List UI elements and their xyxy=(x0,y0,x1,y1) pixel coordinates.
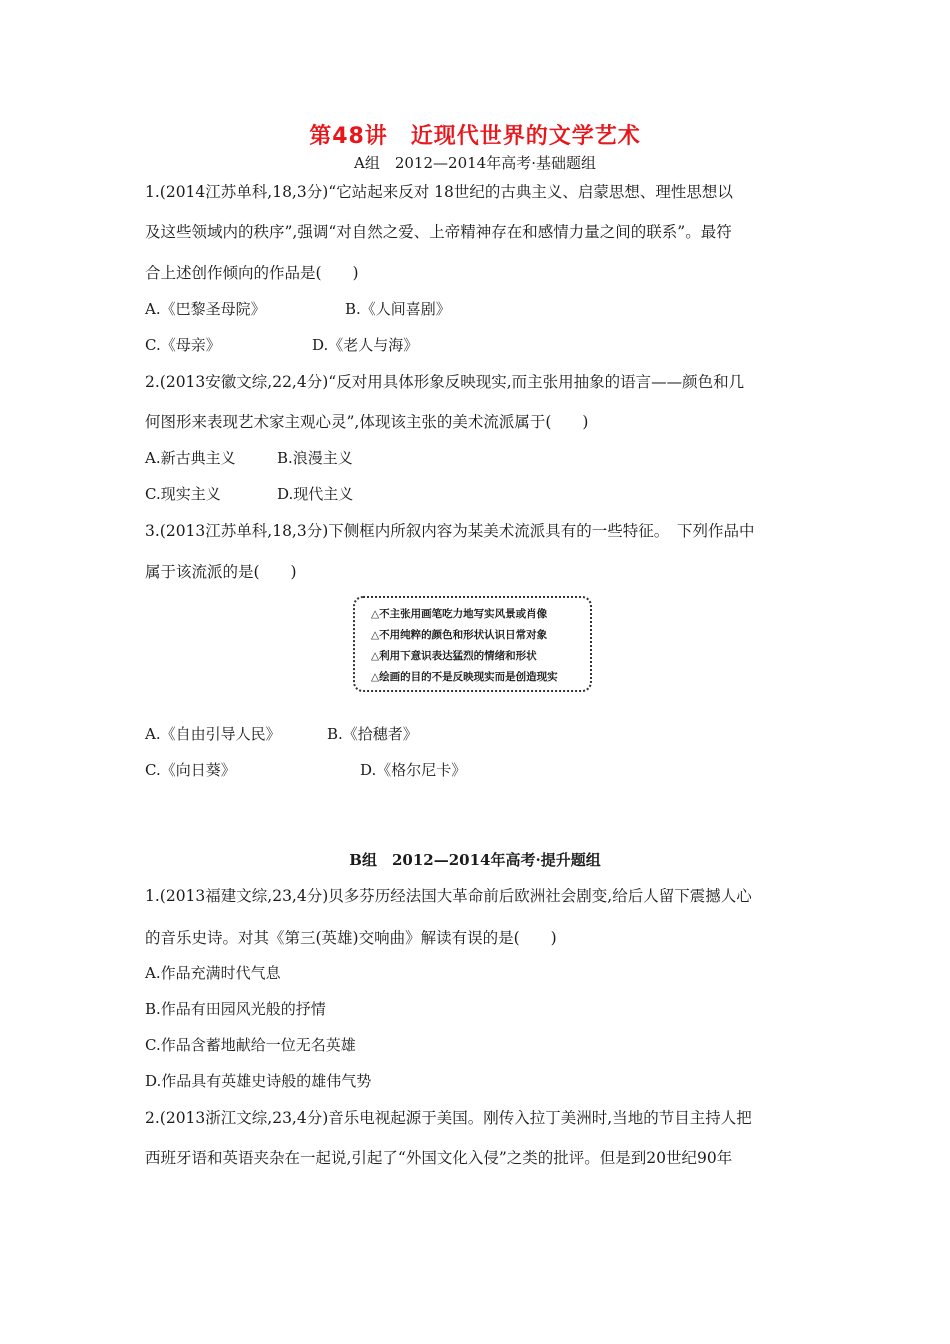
qb1-option-d: D.作品具有英雄史诗般的雄伟气势 xyxy=(145,1072,372,1090)
qa2-option-c: C.现实主义 xyxy=(145,485,221,503)
feature-box xyxy=(353,596,592,692)
qa3-option-d: D.《格尔尼卡》 xyxy=(360,761,467,779)
qa1-option-a: A.《巴黎圣母院》 xyxy=(145,300,266,318)
qa1-option-d: D.《老人与海》 xyxy=(312,336,419,354)
qa2-option-a: A.新古典主义 xyxy=(145,449,236,467)
qa3-option-b: B.《拾穗者》 xyxy=(327,725,418,743)
group-a-header: A组 2012—2014年高考·基础题组 xyxy=(354,154,596,172)
feature-item: △不主张用画笔吃力地写实风景或肖像 xyxy=(371,608,548,620)
qa3-option-c: C.《向日葵》 xyxy=(145,761,236,779)
lesson-title: 第48讲 近现代世界的文学艺术 xyxy=(309,124,641,149)
qa2-line-2: 何图形来表现艺术家主观心灵”,体现该主张的美术流派属于( ) xyxy=(145,413,589,431)
qa3-line-2: 属于该流派的是( ) xyxy=(145,563,297,581)
feature-item: △绘画的目的不是反映现实而是创造现实 xyxy=(371,671,558,683)
qb1-line-2: 的音乐史诗。对其《第三(英雄)交响曲》解读有误的是( ) xyxy=(145,929,557,947)
qa1-line-3: 合上述创作倾向的作品是( ) xyxy=(145,264,359,282)
qa2-option-b: B.浪漫主义 xyxy=(277,449,353,467)
qb1-option-a: A.作品充满时代气息 xyxy=(145,964,281,982)
qb1-line-1: 1.(2013福建文综,23,4分)贝多芬历经法国大革命前后欧洲社会剧变,给后人留下震撼人心 xyxy=(145,887,752,905)
qa3-option-a: A.《自由引导人民》 xyxy=(145,725,281,743)
group-b-header: B组 2012—2014年高考·提升题组 xyxy=(349,851,601,869)
qa1-option-b: B.《人间喜剧》 xyxy=(345,300,451,318)
qb1-option-b: B.作品有田园风光般的抒情 xyxy=(145,1000,326,1018)
qb2-line-2: 西班牙语和英语夹杂在一起说,引起了“外国文化入侵”之类的批评。但是到20世纪90年 xyxy=(145,1149,733,1167)
qa2-option-d: D.现代主义 xyxy=(277,485,354,503)
feature-item: △利用下意识表达猛烈的情绪和形状 xyxy=(371,650,537,662)
qa2-line-1: 2.(2013安徽文综,22,4分)“反对用具体形象反映现实,而主张用抽象的语言——颜色和几 xyxy=(145,373,745,391)
qa1-line-1: 1.(2014江苏单科,18,3分)“它站起来反对 18世纪的古典主义、启蒙思想、理性思想以 xyxy=(145,183,733,201)
qa3-line-1: 3.(2013江苏单科,18,3分)下侧框内所叙内容为某美术流派具有的一些特征。 下列作品中 xyxy=(145,522,755,540)
feature-item: △不用纯粹的颜色和形状认识日常对象 xyxy=(371,629,548,641)
qb1-option-c: C.作品含蓄地献给一位无名英雄 xyxy=(145,1036,356,1054)
qa1-line-2: 及这些领域内的秩序”,强调“对自然之爱、上帝精神存在和感情力量之间的联系”。最符 xyxy=(145,223,732,241)
qb2-line-1: 2.(2013浙江文综,23,4分)音乐电视起源于美国。刚传入拉丁美洲时,当地的节目主持人把 xyxy=(145,1109,752,1127)
qa1-option-c: C.《母亲》 xyxy=(145,336,221,354)
